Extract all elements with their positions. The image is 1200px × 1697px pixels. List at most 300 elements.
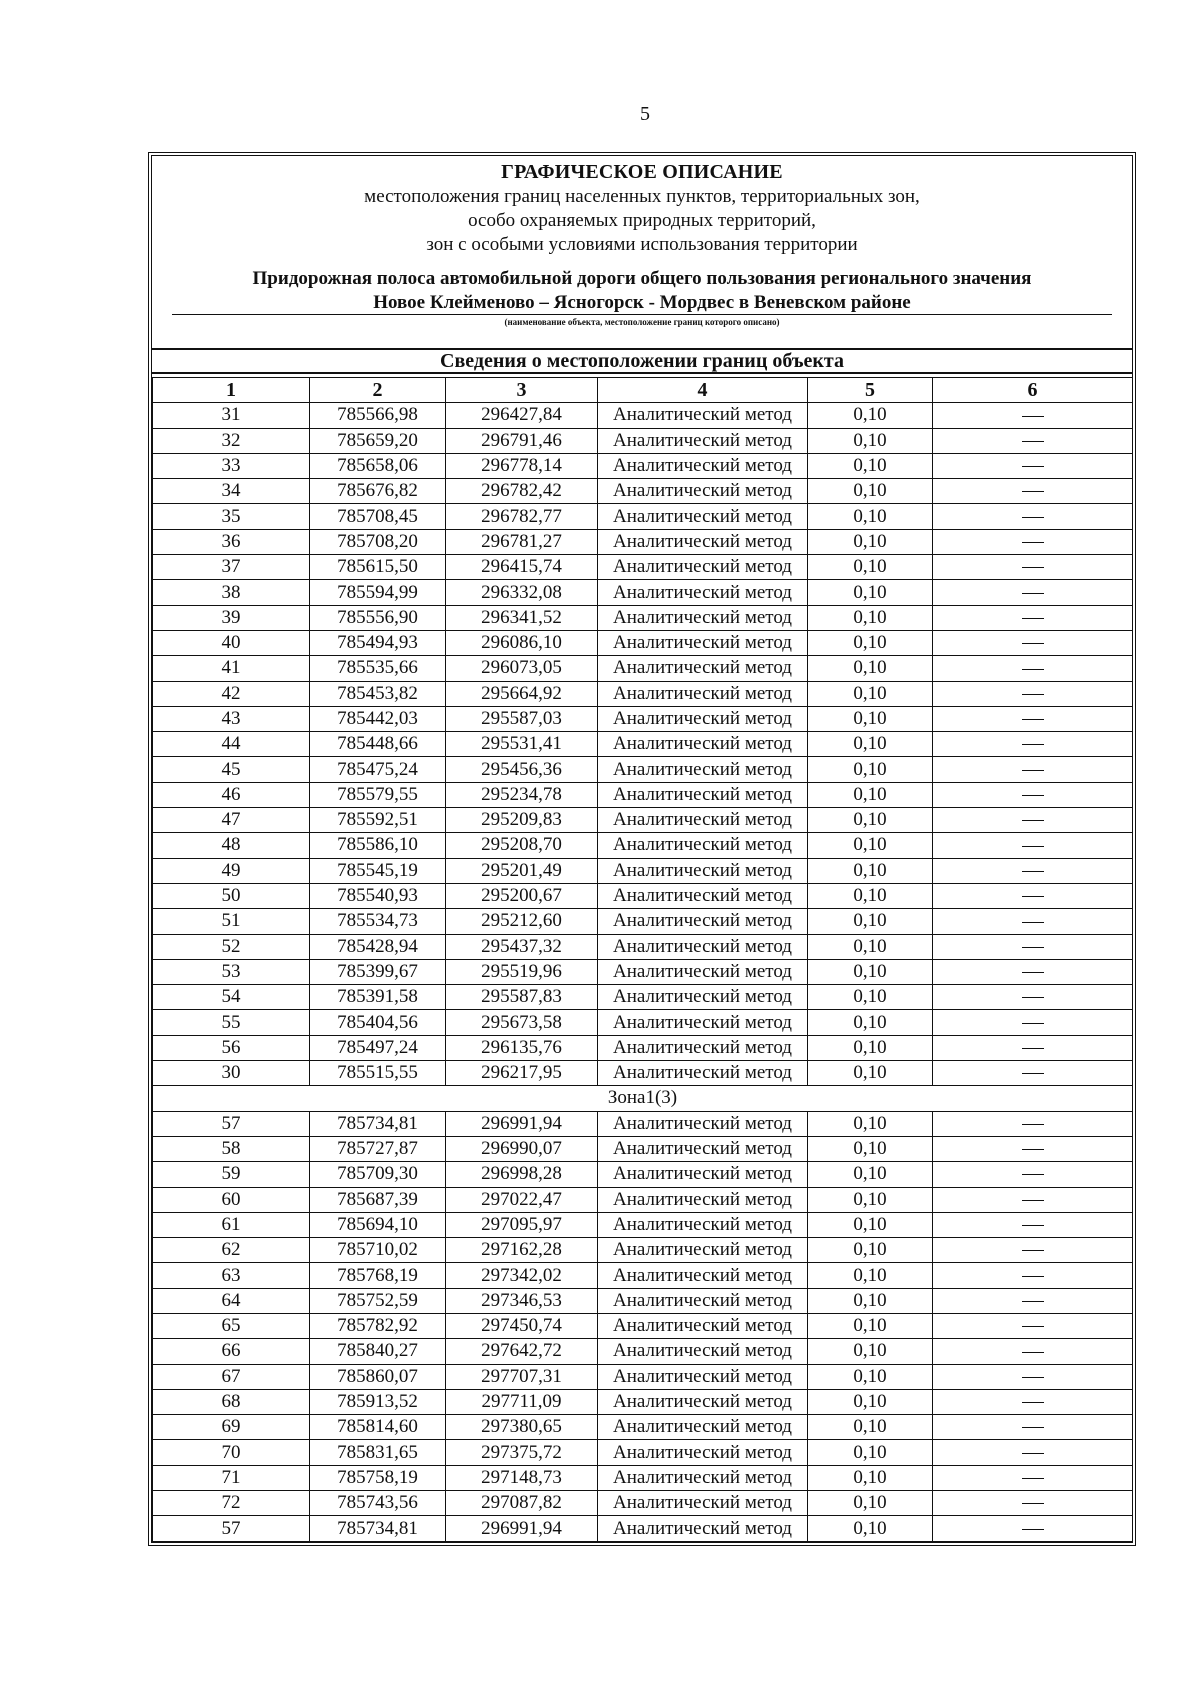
y-coordinate-cell: 297022,47 — [446, 1187, 598, 1212]
point-number-cell: 65 — [153, 1313, 310, 1338]
subtitle-line: местоположения границ населенных пунктов, территориальных зон, — [364, 186, 920, 207]
column-header: 1 — [153, 378, 310, 403]
point-number-cell: 60 — [153, 1187, 310, 1212]
method-cell: Аналитический метод — [598, 453, 808, 478]
point-number-cell: 71 — [153, 1465, 310, 1490]
point-number-cell: 63 — [153, 1263, 310, 1288]
x-coordinate-cell: 785752,59 — [310, 1288, 446, 1313]
description-cell — [933, 1491, 1133, 1516]
description-cell — [933, 1465, 1133, 1490]
dash-mark — [1022, 1174, 1044, 1175]
x-coordinate-cell: 785453,82 — [310, 681, 446, 706]
x-coordinate-cell: 785494,93 — [310, 630, 446, 655]
x-coordinate-cell: 785708,20 — [310, 529, 446, 554]
method-cell: Аналитический метод — [598, 1136, 808, 1161]
table-row — [153, 782, 1133, 807]
accuracy-cell: 0,10 — [808, 732, 933, 757]
accuracy-cell: 0,10 — [808, 934, 933, 959]
method-cell: Аналитический метод — [598, 656, 808, 681]
table-row — [153, 934, 1133, 959]
description-cell — [933, 985, 1133, 1010]
y-coordinate-cell: 295201,49 — [446, 858, 598, 883]
description-cell — [933, 630, 1133, 655]
y-coordinate-cell: 296998,28 — [446, 1162, 598, 1187]
table-header-row — [153, 378, 1133, 403]
x-coordinate-cell: 785727,87 — [310, 1136, 446, 1161]
point-number-cell: 53 — [153, 959, 310, 984]
point-number-cell: 58 — [153, 1136, 310, 1161]
description-cell — [933, 1389, 1133, 1414]
x-coordinate-cell: 785448,66 — [310, 732, 446, 757]
point-number-cell: 72 — [153, 1491, 310, 1516]
method-cell: Аналитический метод — [598, 732, 808, 757]
table-row — [153, 732, 1133, 757]
method-cell: Аналитический метод — [598, 403, 808, 428]
accuracy-cell: 0,10 — [808, 808, 933, 833]
x-coordinate-cell: 785687,39 — [310, 1187, 446, 1212]
accuracy-cell: 0,10 — [808, 681, 933, 706]
table-row — [153, 605, 1133, 630]
table-row — [153, 1288, 1133, 1313]
description-cell — [933, 529, 1133, 554]
dash-mark — [1022, 1402, 1044, 1403]
method-cell: Аналитический метод — [598, 1061, 808, 1086]
description-cell — [933, 1238, 1133, 1263]
x-coordinate-cell: 785545,19 — [310, 858, 446, 883]
dash-mark — [1022, 416, 1044, 417]
description-cell — [933, 1440, 1133, 1465]
dash-mark — [1022, 719, 1044, 720]
x-coordinate-cell: 785391,58 — [310, 985, 446, 1010]
point-number-cell: 68 — [153, 1389, 310, 1414]
dash-mark — [1022, 1529, 1044, 1530]
y-coordinate-cell: 297711,09 — [446, 1389, 598, 1414]
accuracy-cell: 0,10 — [808, 1136, 933, 1161]
dash-mark — [1022, 441, 1044, 442]
description-cell — [933, 706, 1133, 731]
method-cell: Аналитический метод — [598, 555, 808, 580]
object-name-caption: (наименование объекта, местоположение границ которого описано) — [504, 317, 780, 327]
table-row — [153, 883, 1133, 908]
table-row — [153, 403, 1133, 428]
x-coordinate-cell: 785592,51 — [310, 808, 446, 833]
method-cell: Аналитический метод — [598, 959, 808, 984]
point-number-cell: 31 — [153, 403, 310, 428]
table-row — [153, 1212, 1133, 1237]
point-number-cell: 55 — [153, 1010, 310, 1035]
dash-mark — [1022, 1427, 1044, 1428]
method-cell: Аналитический метод — [598, 1010, 808, 1035]
accuracy-cell: 0,10 — [808, 1010, 933, 1035]
table-row — [153, 504, 1133, 529]
x-coordinate-cell: 785743,56 — [310, 1491, 446, 1516]
point-number-cell: 59 — [153, 1162, 310, 1187]
point-number-cell: 67 — [153, 1364, 310, 1389]
point-number-cell: 47 — [153, 808, 310, 833]
description-cell — [933, 782, 1133, 807]
description-cell — [933, 833, 1133, 858]
dash-mark — [1022, 1276, 1044, 1277]
point-number-cell: 52 — [153, 934, 310, 959]
y-coordinate-cell: 295208,70 — [446, 833, 598, 858]
dash-mark — [1022, 1377, 1044, 1378]
y-coordinate-cell: 297095,97 — [446, 1212, 598, 1237]
accuracy-cell: 0,10 — [808, 858, 933, 883]
table-row — [153, 656, 1133, 681]
point-number-cell: 35 — [153, 504, 310, 529]
description-cell — [933, 1339, 1133, 1364]
description-cell — [933, 555, 1133, 580]
description-cell — [933, 1313, 1133, 1338]
point-number-cell: 33 — [153, 453, 310, 478]
table-row — [153, 959, 1133, 984]
method-cell: Аналитический метод — [598, 1187, 808, 1212]
y-coordinate-cell: 297450,74 — [446, 1313, 598, 1338]
accuracy-cell: 0,10 — [808, 1263, 933, 1288]
table-row — [153, 985, 1133, 1010]
description-cell — [933, 808, 1133, 833]
table-body — [153, 403, 1133, 1541]
description-cell — [933, 681, 1133, 706]
description-cell — [933, 934, 1133, 959]
dash-mark — [1022, 542, 1044, 543]
table-row — [153, 1440, 1133, 1465]
table-row — [153, 453, 1133, 478]
table-row — [153, 706, 1133, 731]
method-cell: Аналитический метод — [598, 1364, 808, 1389]
description-cell — [933, 732, 1133, 757]
x-coordinate-cell: 785579,55 — [310, 782, 446, 807]
x-coordinate-cell: 785515,55 — [310, 1061, 446, 1086]
zone-label: Зона1(3) — [153, 1086, 1133, 1111]
point-number-cell: 42 — [153, 681, 310, 706]
table-row — [153, 858, 1133, 883]
table-row — [153, 529, 1133, 554]
dash-mark — [1022, 1023, 1044, 1024]
accuracy-cell: 0,10 — [808, 630, 933, 655]
y-coordinate-cell: 297162,28 — [446, 1238, 598, 1263]
point-number-cell: 38 — [153, 580, 310, 605]
accuracy-cell: 0,10 — [808, 1187, 933, 1212]
dash-mark — [1022, 997, 1044, 998]
x-coordinate-cell: 785814,60 — [310, 1415, 446, 1440]
x-coordinate-cell: 785694,10 — [310, 1212, 446, 1237]
y-coordinate-cell: 297380,65 — [446, 1415, 598, 1440]
table-row — [153, 1516, 1133, 1541]
y-coordinate-cell: 296415,74 — [446, 555, 598, 580]
accuracy-cell: 0,10 — [808, 580, 933, 605]
y-coordinate-cell: 297707,31 — [446, 1364, 598, 1389]
y-coordinate-cell: 295664,92 — [446, 681, 598, 706]
table-row — [153, 1465, 1133, 1490]
table-row — [153, 479, 1133, 504]
method-cell: Аналитический метод — [598, 1212, 808, 1237]
object-name-line: Придорожная полоса автомобильной дороги общего пользования регионального значения — [252, 268, 1032, 289]
dash-mark — [1022, 1149, 1044, 1150]
x-coordinate-cell: 785710,02 — [310, 1238, 446, 1263]
point-number-cell: 32 — [153, 428, 310, 453]
table-row — [153, 1313, 1133, 1338]
dash-mark — [1022, 744, 1044, 745]
y-coordinate-cell: 296990,07 — [446, 1136, 598, 1161]
table-row — [153, 630, 1133, 655]
accuracy-cell: 0,10 — [808, 1516, 933, 1541]
point-number-cell: 44 — [153, 732, 310, 757]
dash-mark — [1022, 1301, 1044, 1302]
x-coordinate-cell: 785708,45 — [310, 504, 446, 529]
table-row — [153, 1010, 1133, 1035]
description-cell — [933, 1415, 1133, 1440]
accuracy-cell: 0,10 — [808, 428, 933, 453]
x-coordinate-cell: 785442,03 — [310, 706, 446, 731]
description-cell — [933, 1061, 1133, 1086]
point-number-cell: 49 — [153, 858, 310, 883]
accuracy-cell: 0,10 — [808, 453, 933, 478]
accuracy-cell: 0,10 — [808, 479, 933, 504]
object-name-underline — [172, 314, 1112, 315]
accuracy-cell: 0,10 — [808, 1415, 933, 1440]
accuracy-cell: 0,10 — [808, 883, 933, 908]
dash-mark — [1022, 1073, 1044, 1074]
point-number-cell: 36 — [153, 529, 310, 554]
description-cell — [933, 909, 1133, 934]
accuracy-cell: 0,10 — [808, 782, 933, 807]
x-coordinate-cell: 785659,20 — [310, 428, 446, 453]
column-header: 4 — [598, 378, 808, 403]
accuracy-cell: 0,10 — [808, 1035, 933, 1060]
y-coordinate-cell: 296991,94 — [446, 1516, 598, 1541]
accuracy-cell: 0,10 — [808, 1313, 933, 1338]
method-cell: Аналитический метод — [598, 605, 808, 630]
point-number-cell: 48 — [153, 833, 310, 858]
table-row — [153, 555, 1133, 580]
method-cell: Аналитический метод — [598, 681, 808, 706]
x-coordinate-cell: 785535,66 — [310, 656, 446, 681]
table-row — [153, 580, 1133, 605]
description-cell — [933, 1111, 1133, 1136]
accuracy-cell: 0,10 — [808, 1364, 933, 1389]
point-number-cell: 54 — [153, 985, 310, 1010]
dash-mark — [1022, 896, 1044, 897]
column-header: 3 — [446, 378, 598, 403]
x-coordinate-cell: 785399,67 — [310, 959, 446, 984]
description-cell — [933, 1263, 1133, 1288]
x-coordinate-cell: 785615,50 — [310, 555, 446, 580]
description-cell — [933, 1010, 1133, 1035]
y-coordinate-cell: 295212,60 — [446, 909, 598, 934]
point-number-cell: 40 — [153, 630, 310, 655]
accuracy-cell: 0,10 — [808, 959, 933, 984]
table-row — [153, 681, 1133, 706]
dash-mark — [1022, 947, 1044, 948]
table-row — [153, 1415, 1133, 1440]
y-coordinate-cell: 296782,42 — [446, 479, 598, 504]
y-coordinate-cell: 296781,27 — [446, 529, 598, 554]
y-coordinate-cell: 297642,72 — [446, 1339, 598, 1364]
method-cell: Аналитический метод — [598, 504, 808, 529]
y-coordinate-cell: 295209,83 — [446, 808, 598, 833]
point-number-cell: 51 — [153, 909, 310, 934]
dash-mark — [1022, 795, 1044, 796]
accuracy-cell: 0,10 — [808, 706, 933, 731]
dash-mark — [1022, 922, 1044, 923]
y-coordinate-cell: 297087,82 — [446, 1491, 598, 1516]
accuracy-cell: 0,10 — [808, 833, 933, 858]
description-cell — [933, 504, 1133, 529]
table-row — [153, 808, 1133, 833]
x-coordinate-cell: 785831,65 — [310, 1440, 446, 1465]
table-row — [153, 1162, 1133, 1187]
method-cell: Аналитический метод — [598, 1491, 808, 1516]
table-row — [153, 1491, 1133, 1516]
x-coordinate-cell: 785556,90 — [310, 605, 446, 630]
point-number-cell: 61 — [153, 1212, 310, 1237]
description-cell — [933, 428, 1133, 453]
column-header: 5 — [808, 378, 933, 403]
y-coordinate-cell: 297375,72 — [446, 1440, 598, 1465]
x-coordinate-cell: 785658,06 — [310, 453, 446, 478]
dash-mark — [1022, 593, 1044, 594]
zone-row — [153, 1086, 1133, 1111]
table-row — [153, 1364, 1133, 1389]
x-coordinate-cell: 785404,56 — [310, 1010, 446, 1035]
method-cell: Аналитический метод — [598, 757, 808, 782]
x-coordinate-cell: 785734,81 — [310, 1516, 446, 1541]
method-cell: Аналитический метод — [598, 428, 808, 453]
description-cell — [933, 858, 1133, 883]
x-coordinate-cell: 785676,82 — [310, 479, 446, 504]
object-name-line: Новое Клейменово – Ясногорск - Мордвес в Веневском районе — [373, 292, 911, 313]
method-cell: Аналитический метод — [598, 479, 808, 504]
accuracy-cell: 0,10 — [808, 909, 933, 934]
table-row — [153, 1389, 1133, 1414]
point-number-cell: 56 — [153, 1035, 310, 1060]
subtitle-line: зон с особыми условиями использования территории — [426, 234, 858, 255]
y-coordinate-cell: 295519,96 — [446, 959, 598, 984]
accuracy-cell: 0,10 — [808, 1061, 933, 1086]
point-number-cell: 43 — [153, 706, 310, 731]
document-title: ГРАФИЧЕСКОЕ ОПИСАНИЕ — [501, 161, 783, 183]
accuracy-cell: 0,10 — [808, 1212, 933, 1237]
y-coordinate-cell: 296086,10 — [446, 630, 598, 655]
dash-mark — [1022, 567, 1044, 568]
point-number-cell: 30 — [153, 1061, 310, 1086]
accuracy-cell: 0,10 — [808, 403, 933, 428]
y-coordinate-cell: 296782,77 — [446, 504, 598, 529]
y-coordinate-cell: 296791,46 — [446, 428, 598, 453]
y-coordinate-cell: 295587,83 — [446, 985, 598, 1010]
method-cell: Аналитический метод — [598, 630, 808, 655]
y-coordinate-cell: 296341,52 — [446, 605, 598, 630]
description-cell — [933, 959, 1133, 984]
method-cell: Аналитический метод — [598, 1263, 808, 1288]
description-cell — [933, 656, 1133, 681]
y-coordinate-cell: 296427,84 — [446, 403, 598, 428]
accuracy-cell: 0,10 — [808, 985, 933, 1010]
description-cell — [933, 403, 1133, 428]
accuracy-cell: 0,10 — [808, 1162, 933, 1187]
method-cell: Аналитический метод — [598, 858, 808, 883]
y-coordinate-cell: 297148,73 — [446, 1465, 598, 1490]
point-number-cell: 37 — [153, 555, 310, 580]
method-cell: Аналитический метод — [598, 1339, 808, 1364]
description-cell — [933, 1162, 1133, 1187]
table-row — [153, 1187, 1133, 1212]
column-header: 6 — [933, 378, 1133, 403]
y-coordinate-cell: 295673,58 — [446, 1010, 598, 1035]
method-cell: Аналитический метод — [598, 808, 808, 833]
dash-mark — [1022, 972, 1044, 973]
description-cell — [933, 1288, 1133, 1313]
table-row — [153, 909, 1133, 934]
dash-mark — [1022, 871, 1044, 872]
method-cell: Аналитический метод — [598, 934, 808, 959]
description-cell — [933, 453, 1133, 478]
point-number-cell: 50 — [153, 883, 310, 908]
dash-mark — [1022, 846, 1044, 847]
y-coordinate-cell: 295456,36 — [446, 757, 598, 782]
dash-mark — [1022, 1124, 1044, 1125]
description-cell — [933, 757, 1133, 782]
dash-mark — [1022, 1048, 1044, 1049]
column-header: 2 — [310, 378, 446, 403]
dash-mark — [1022, 1453, 1044, 1454]
dash-mark — [1022, 1225, 1044, 1226]
coordinates-table — [152, 377, 1133, 1542]
accuracy-cell: 0,10 — [808, 656, 933, 681]
x-coordinate-cell: 785586,10 — [310, 833, 446, 858]
x-coordinate-cell: 785594,99 — [310, 580, 446, 605]
point-number-cell: 45 — [153, 757, 310, 782]
document-header — [152, 156, 1132, 346]
table-row — [153, 1263, 1133, 1288]
description-cell — [933, 1136, 1133, 1161]
y-coordinate-cell: 296332,08 — [446, 580, 598, 605]
accuracy-cell: 0,10 — [808, 1491, 933, 1516]
table-row — [153, 1111, 1133, 1136]
accuracy-cell: 0,10 — [808, 529, 933, 554]
point-number-cell: 69 — [153, 1415, 310, 1440]
point-number-cell: 39 — [153, 605, 310, 630]
x-coordinate-cell: 785566,98 — [310, 403, 446, 428]
description-cell — [933, 1035, 1133, 1060]
method-cell: Аналитический метод — [598, 580, 808, 605]
x-coordinate-cell: 785497,24 — [310, 1035, 446, 1060]
dash-mark — [1022, 1503, 1044, 1504]
x-coordinate-cell: 785534,73 — [310, 909, 446, 934]
method-cell: Аналитический метод — [598, 1440, 808, 1465]
description-cell — [933, 883, 1133, 908]
x-coordinate-cell: 785913,52 — [310, 1389, 446, 1414]
method-cell: Аналитический метод — [598, 1035, 808, 1060]
description-cell — [933, 1212, 1133, 1237]
x-coordinate-cell: 785734,81 — [310, 1111, 446, 1136]
description-cell — [933, 1516, 1133, 1541]
description-cell — [933, 479, 1133, 504]
accuracy-cell: 0,10 — [808, 1440, 933, 1465]
point-number-cell: 41 — [153, 656, 310, 681]
dash-mark — [1022, 643, 1044, 644]
description-cell — [933, 1364, 1133, 1389]
x-coordinate-cell: 785428,94 — [310, 934, 446, 959]
y-coordinate-cell: 295437,32 — [446, 934, 598, 959]
method-cell: Аналитический метод — [598, 706, 808, 731]
accuracy-cell: 0,10 — [808, 757, 933, 782]
dash-mark — [1022, 1250, 1044, 1251]
x-coordinate-cell: 785758,19 — [310, 1465, 446, 1490]
x-coordinate-cell: 785709,30 — [310, 1162, 446, 1187]
x-coordinate-cell: 785768,19 — [310, 1263, 446, 1288]
